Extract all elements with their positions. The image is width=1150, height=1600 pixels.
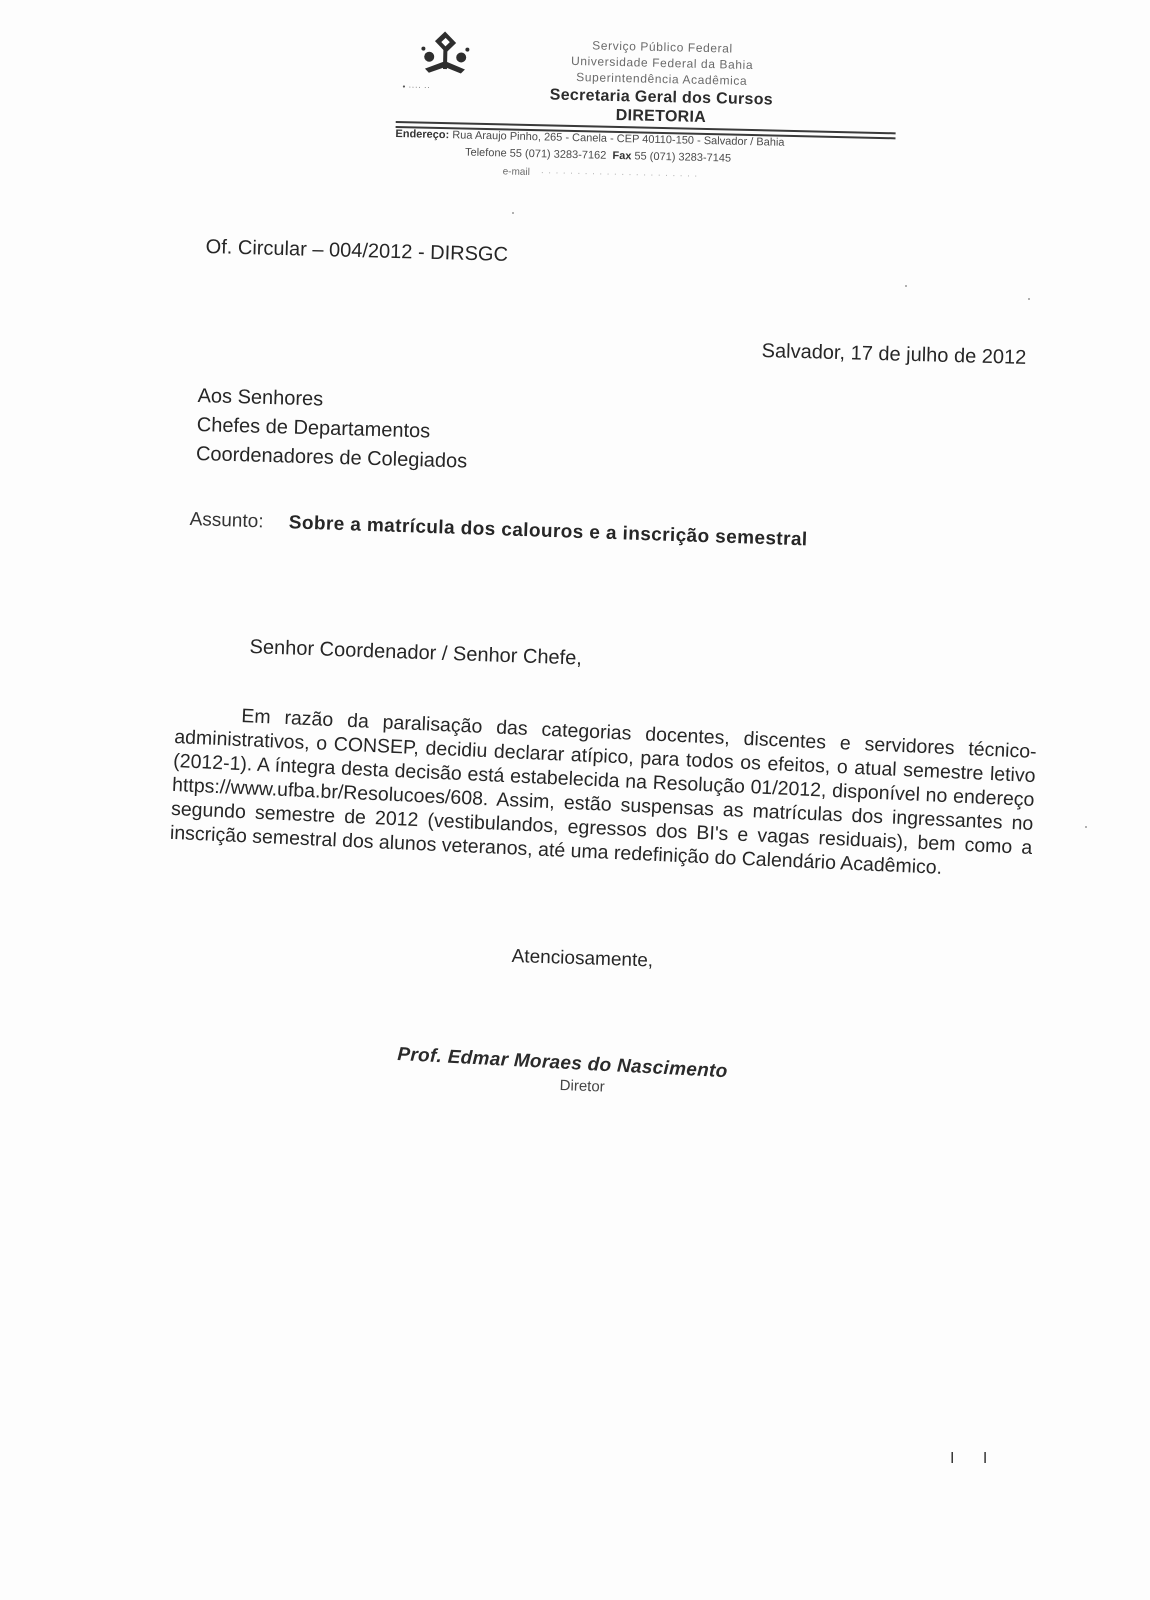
recipients-block: [196, 382, 470, 477]
department-name: Secretaria Geral dos Cursos: [549, 86, 774, 109]
circular-reference: Of. Circular – 004/2012 - DIRSGC: [205, 236, 509, 266]
letterhead: [394, 22, 903, 223]
phone-line: [465, 147, 731, 165]
email-line: [503, 166, 699, 181]
page-mark: I I: [950, 1450, 1000, 1467]
closing: Atenciosamente,: [511, 946, 654, 972]
subject-label: Assunto:: [189, 509, 264, 533]
signer-role: Diretor: [559, 1077, 605, 1096]
scan-speck: [1085, 826, 1087, 828]
recipient-line: Coordenadores de Colegiados: [195, 442, 468, 473]
fax-value: 55 (071) 3283-7145: [634, 150, 732, 165]
email-label: e-mail: [502, 166, 530, 179]
org-line-1: Serviço Público Federal: [592, 38, 733, 56]
body-paragraph: Em razão da paralisação das categorias docentes, discentes e servidores técnico-administrativos, o CONSEP, decidiu declarar atípico, para todos os efeitos, o atual semestre letivo (2012-1). A íntegra desta decisão está estabelecida na Resolução 01/2012, disponível no endereço https://www.ufba.br/Resolucoes/608. Assim, estão suspensas as matrículas dos ingressantes no segundo semestre de 2012 (vestibulandos, egressos dos BI's e vagas residuais), bem como a inscrição semestral dos alunos veteranos, até uma redefinição do Calendário Acadêmico.: [169, 704, 1038, 879]
org-line-2: Universidade Federal da Bahia: [570, 53, 754, 73]
scan-speck: [905, 285, 907, 287]
scan-speck: [512, 212, 514, 214]
address-value: Rua Araujo Pinho, 265 - Canela - CEP 40110-150 - Salvador / Bahia: [452, 129, 785, 149]
recipient-line: Aos Senhores: [197, 384, 324, 411]
ufba-emblem-icon: [417, 30, 474, 77]
university-logo: [402, 30, 481, 96]
subject-text: Sobre a matrícula dos calouros e a inscrição semestral: [288, 512, 808, 551]
org-line-3: Superintendência Acadêmica: [576, 70, 748, 88]
scan-speck: [1028, 298, 1030, 300]
unit-name: DIRETORIA: [615, 106, 707, 127]
logo-caption: • ···· ··: [402, 82, 431, 92]
signer-name: Prof. Edmar Moraes do Nascimento: [396, 1044, 729, 1083]
phone-value: 55 (071) 3283-7162: [509, 147, 607, 162]
phone-label: Telefone: [464, 146, 507, 160]
letter-date: Salvador, 17 de julho de 2012: [761, 340, 1027, 369]
email-value-illegible: · · · · · · · · · · · · · · · · · · · · · ·: [540, 167, 699, 182]
salutation: Senhor Coordenador / Senhor Chefe,: [249, 636, 583, 670]
address-label: Endereço:: [395, 127, 450, 142]
recipient-line: Chefes de Departamentos: [196, 413, 431, 443]
subject-line: [189, 509, 808, 551]
fax-label: Fax: [612, 149, 632, 163]
